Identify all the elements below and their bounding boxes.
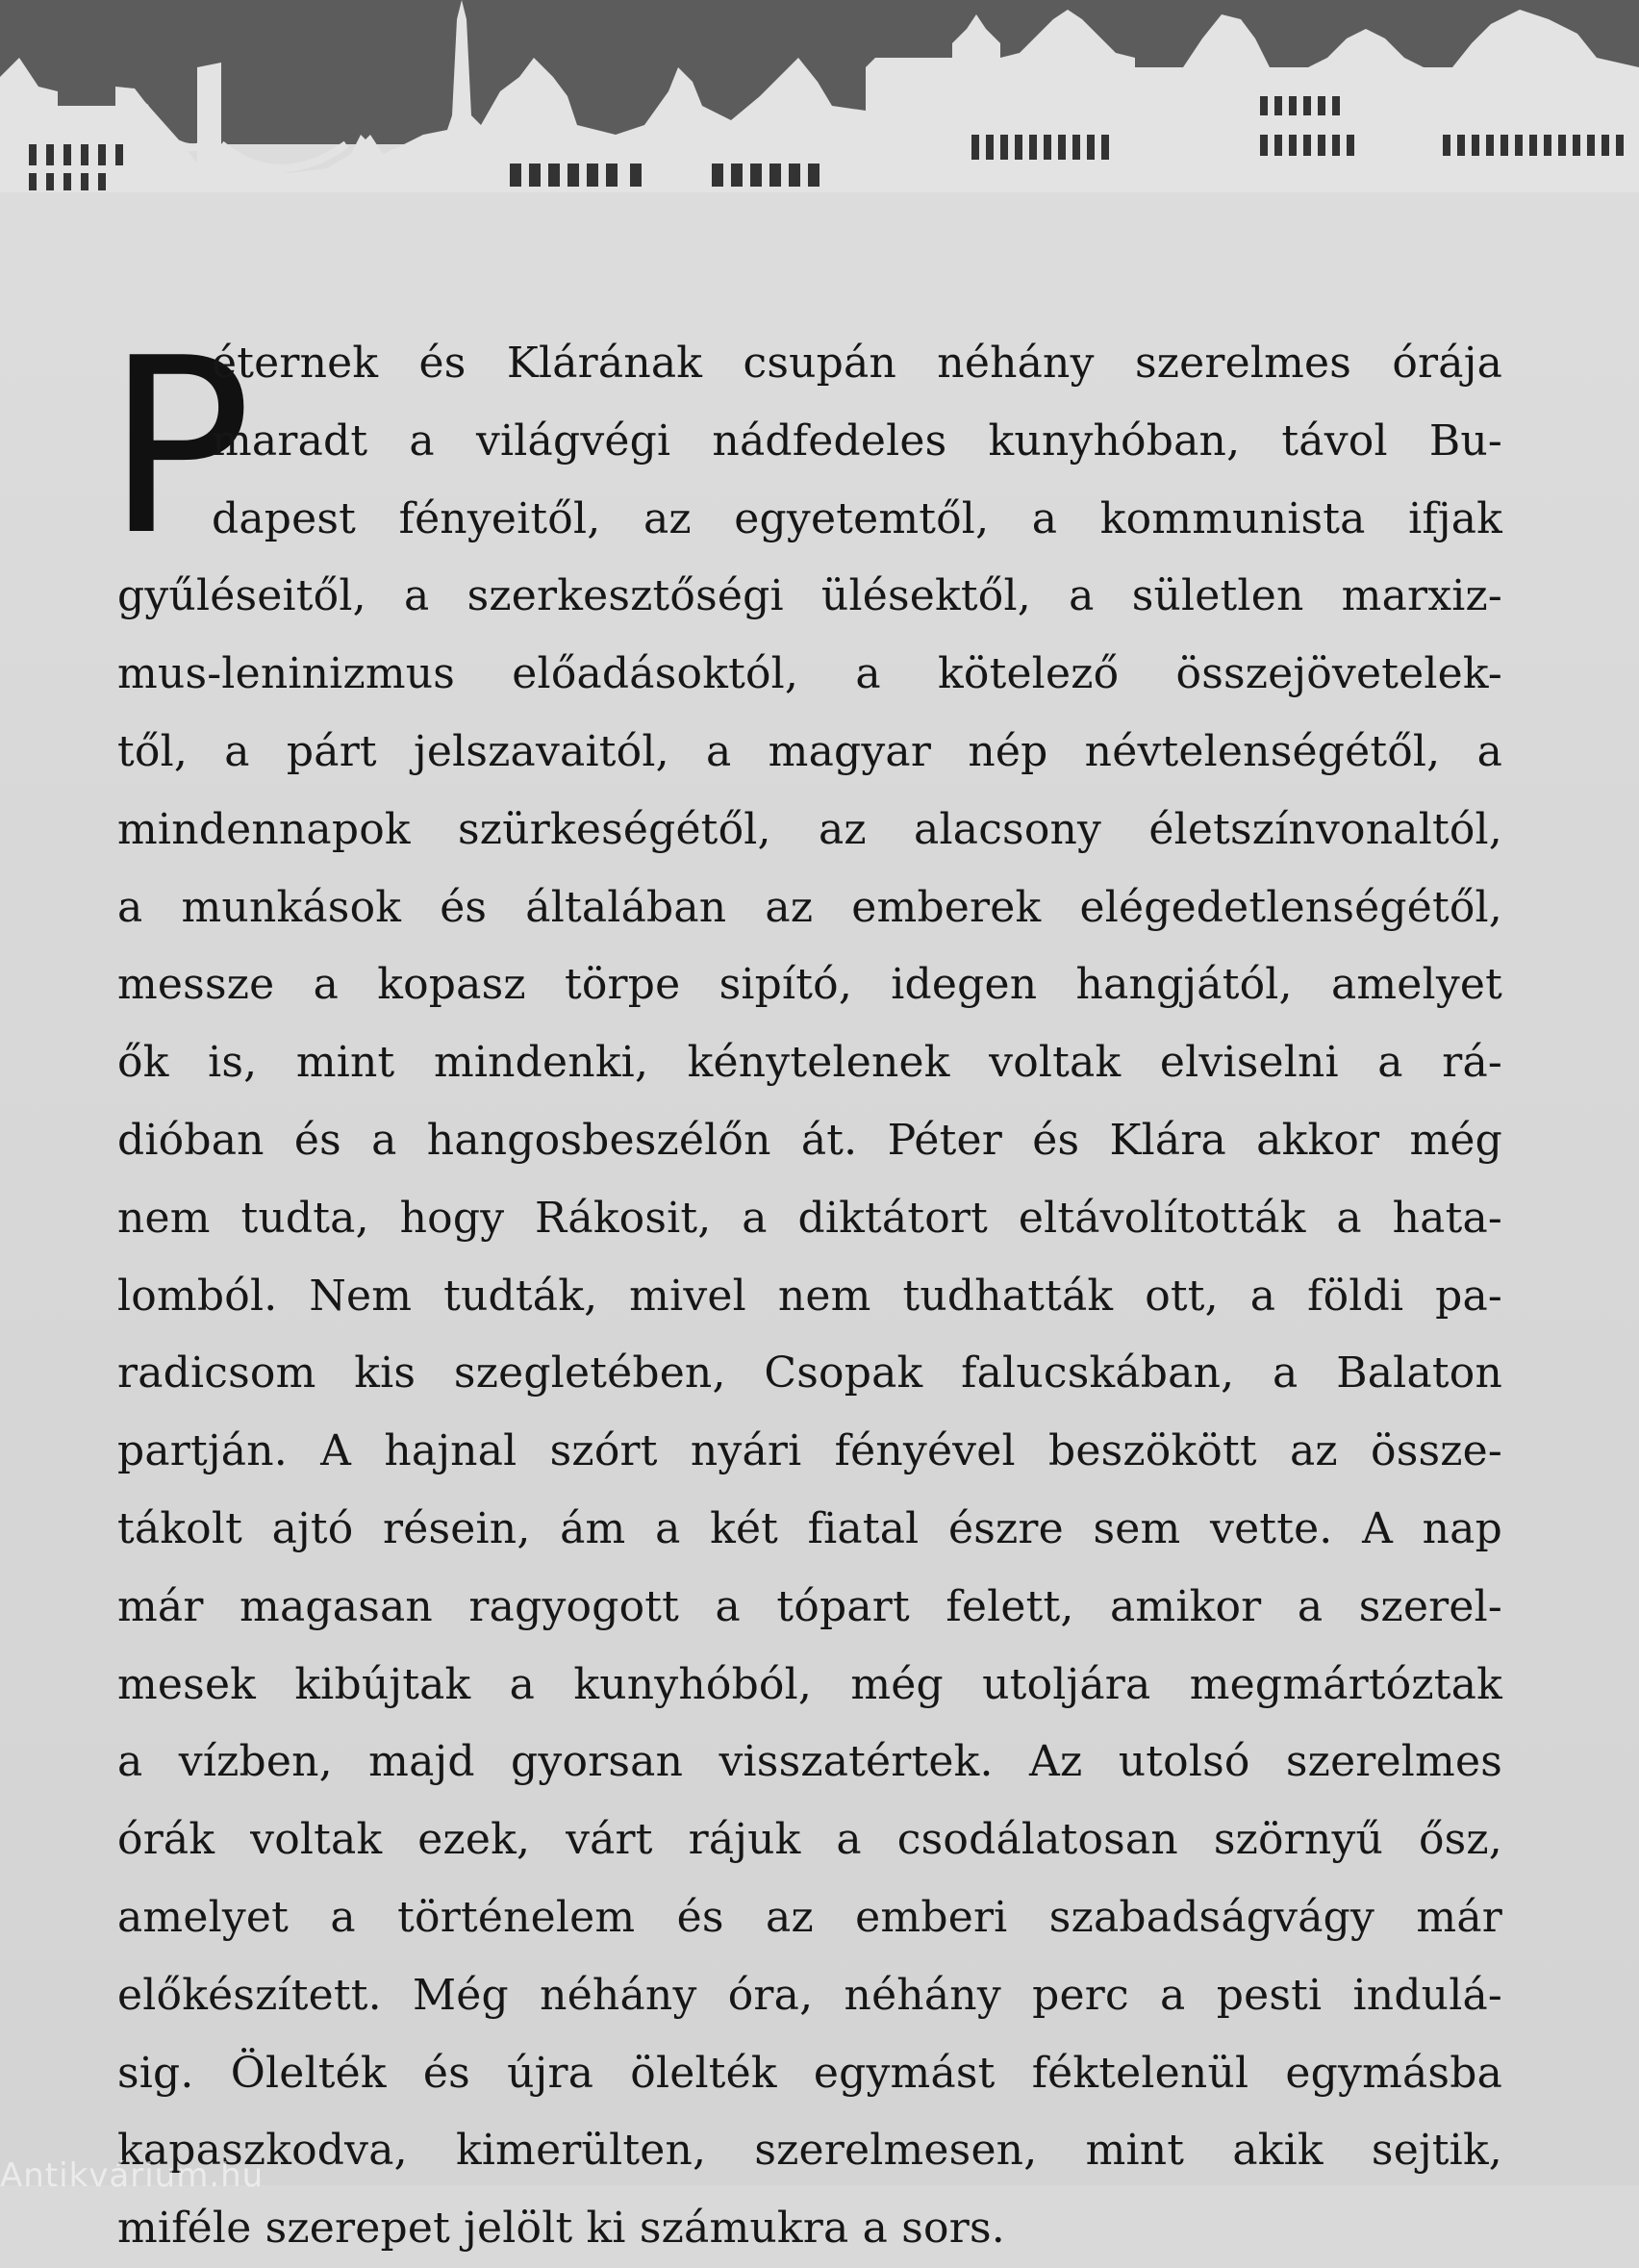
text-line: dióban és a hangosbeszélőn át. Péter és Klára akkor még — [117, 1115, 1502, 1165]
text-line: lomból. Nem tudták, mivel nem tudhatták ott, a földi pa- — [117, 1271, 1502, 1321]
text-line: sig. Ölelték és újra ölelték egymást féktelenül egymásba — [117, 2048, 1502, 2098]
text-line: miféle szerepet jelölt ki számukra a sors. — [117, 2204, 1005, 2254]
text-line: órák voltak ezek, várt rájuk a csodálatosan szörnyű ősz, — [117, 1815, 1502, 1865]
text-line: nem tudta, hogy Rákosit, a diktátort eltávolították a hata- — [117, 1193, 1502, 1243]
text-line: ők is, mint mindenki, kénytelenek voltak elviselni a rá- — [117, 1038, 1502, 1088]
text-line: mindennapok szürkeségétől, az alacsony életszínvonaltól, — [117, 804, 1502, 854]
text-line: a munkások és általában az emberek elégedetlenségétől, — [117, 882, 1502, 932]
text-line: mus-leninizmus előadásoktól, a kötelező összejövetelek- — [117, 649, 1502, 699]
text-line: amelyet a történelem és az emberi szabadságvágy már — [117, 1892, 1502, 1942]
text-line: tákolt ajtó résein, ám a két fiatal észre sem vette. A nap — [117, 1503, 1502, 1553]
text-line: maradt a világvégi nádfedeles kunyhóban, távol Bu- — [212, 416, 1502, 466]
text-line: dapest fényeitől, az egyetemtől, a kommunista ifjak — [212, 493, 1502, 543]
text-line: mesek kibújtak a kunyhóból, még utoljára megmártóztak — [117, 1659, 1502, 1709]
text-line: partján. A hajnal szórt nyári fényével beszökött az össze- — [117, 1426, 1502, 1476]
budapest-skyline-illustration — [0, 0, 1639, 231]
text-line: már magasan ragyogott a tópart felett, amikor a szerel- — [117, 1581, 1502, 1631]
drop-cap: P — [106, 307, 252, 589]
paragraph — [117, 325, 1502, 2268]
text-line: előkészített. Még néhány óra, néhány perc a pesti indulá- — [117, 1970, 1502, 2020]
text-line: gyűléseitől, a szerkesztőségi ülésektől, a sületlen marxiz- — [117, 571, 1502, 621]
text-line: messze a kopasz törpe sipító, idegen hangjától, amelyet — [117, 960, 1502, 1010]
text-line: kapaszkodva, kimerülten, szerelmesen, mint akik sejtik, — [117, 2126, 1502, 2176]
text-line: radicsom kis szegletében, Csopak falucskában, a Balaton — [117, 1348, 1502, 1399]
text-line: a vízben, majd gyorsan visszatértek. Az utolsó szerelmes — [117, 1737, 1502, 1787]
text-line: től, a párt jelszavaitól, a magyar nép névtelenségétől, a — [117, 726, 1502, 776]
text-line: éternek és Klárának csupán néhány szerelmes órája — [212, 339, 1502, 388]
watermark: Antikvárium.hu — [0, 2156, 265, 2195]
